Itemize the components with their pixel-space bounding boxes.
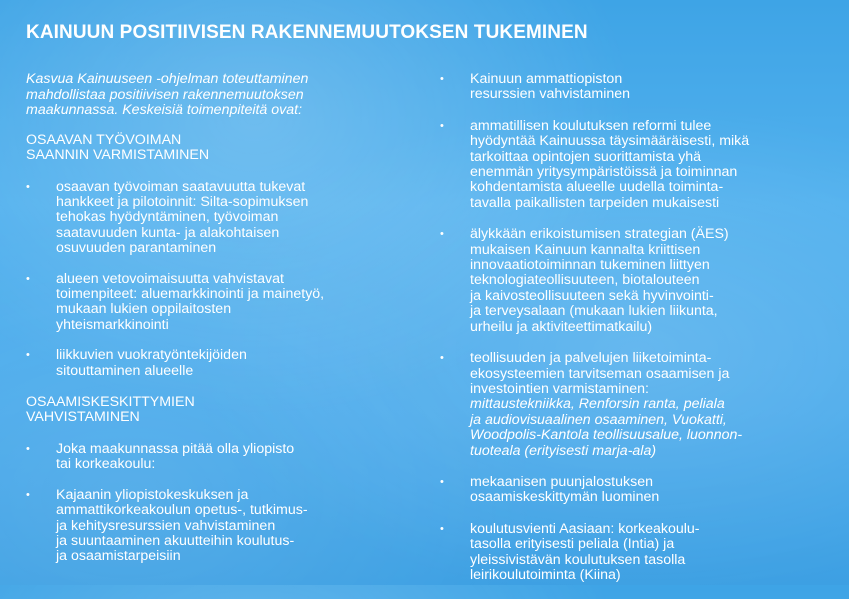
bullet-icon: • [440, 119, 444, 132]
bullet-icon: • [440, 352, 444, 365]
bullet-icon: • [440, 228, 444, 241]
bullet-icon: • [440, 522, 444, 535]
bullet-icon: • [440, 475, 444, 488]
intro-line: Kasvua Kainuuseen -ohjelman toteuttaminen [26, 71, 309, 87]
page-title: KAINUUN POSITIIVISEN RAKENNEMUUTOKSEN TUKEMINEN [26, 22, 588, 43]
list-item: • alueen vetovoimaisuutta vahvistavat toimenpiteet: aluemarkkinointi ja mainetyö, mukaan lukien oppilaitosten yhteismarkkinointi [26, 270, 325, 333]
bullet-icon: • [26, 180, 30, 193]
intro-line: maakunnassa. Keskeisiä toimenpiteitä ovat: [26, 102, 303, 118]
list-item: • Kajaanin yliopistokeskuksen ja ammattikorkeakoulun opetus-, tutkimus- ja kehitysresurssien vahvistaminen ja suuntaaminen akuutteihin koulutus- ja osaamistarpeisiin [26, 486, 308, 565]
bullet-icon: • [26, 349, 30, 362]
measures-list [440, 72, 820, 583]
bullet-icon: • [26, 488, 30, 501]
list-item: • koulutusvienti Aasiaan: korkeakoulu- tasolla erityisesti peliala (Intia) ja yleissivistävän koulutuksen tasolla leirikoulutoiminta (Kiina) [440, 520, 700, 583]
list-item: • ammatillisen koulutuksen reformi tulee hyödyntää Kainuussa täysimääräisesti, mikä tarkoittaa opintojen suorittamista yhä enemmän yritysympäristöissä ja toiminnan kohdentamista alueelle uudella toiminta- tavalla paikallisten tarpeiden mukaisesti [440, 117, 750, 211]
bullet-icon: • [440, 73, 444, 85]
bullet-icon: • [26, 442, 30, 455]
list-item: • liikkuvien vuokratyöntekijöiden sitouttaminen alueelle [26, 347, 247, 379]
list-item: • osaavan työvoiman saatavuutta tukevat hankkeet ja pilotoinnit: Silta-sopimuksen tehokas hyödyntäminen, työvoiman saatavuuden kunta- ja alakohtaisen osuvuuden parantaminen [26, 178, 309, 257]
left-column [26, 72, 406, 580]
section-heading-workforce: OSAAVAN TYÖVOIMAN SAANNIN VARMISTAMINEN [26, 131, 210, 163]
workforce-list [26, 180, 406, 379]
section-heading-competence-clusters: OSAAMISKESKITTYMIEN VAHVISTAMINEN [26, 393, 195, 426]
list-item: • mekaanisen puunjalostuksen osaamiskeskittymän luominen [440, 473, 660, 506]
bullet-icon: • [26, 272, 30, 285]
list-item: • Joka maakunnassa pitää olla yliopisto tai korkeakoulu: [26, 440, 295, 473]
list-item: • teollisuuden ja palvelujen liiketoiminta- ekosysteemien tarvitseman osaamisen ja investointien varmistaminen: mittaustekniikka, Renforsin ranta, peliala ja audiovisuaalinen osaaminen, Vuokatti, Woodpolis-Kantola teollisuusalue, luonnon- tuoteala (erityisesti marja-ala) [440, 350, 743, 459]
intro-line: mahdollistaa positiivisen rakennemuutoksen [26, 86, 304, 103]
list-item: • Kainuun ammattiopiston resurssien vahvistaminen [440, 71, 631, 103]
list-item: • älykkään erikoistumisen strategian (ÄES) mukaisen Kainuun kannalta kriittisen innovaatiotoiminnan tukeminen liittyen teknologiateollisuuteen, biotalouteen ja kaivosteollisuuteen sekä hyvinvointi- ja terveysalaan (mukaan lukien liikunta, urheilu ja aktiviteettimatkailu) [440, 226, 729, 335]
intro-text [26, 72, 406, 119]
clusters-list [26, 442, 406, 565]
right-column [440, 72, 820, 599]
